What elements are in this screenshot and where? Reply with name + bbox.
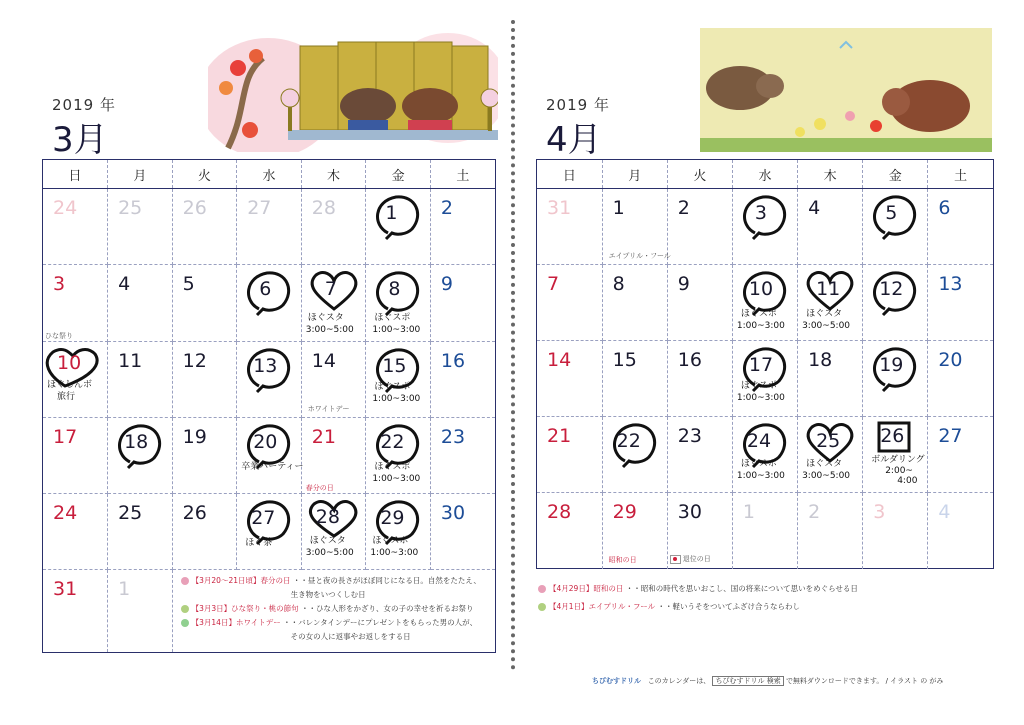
day-number: 16 bbox=[440, 349, 466, 372]
day-number: 1 bbox=[742, 501, 756, 523]
day-cell[interactable] bbox=[732, 265, 797, 341]
day-number: 3 bbox=[754, 202, 768, 224]
day-number: 27 bbox=[938, 425, 963, 447]
day-cell[interactable] bbox=[237, 493, 302, 569]
event-note: ほぐスタ bbox=[806, 459, 843, 469]
day-number: 3 bbox=[53, 273, 66, 296]
circle-mark bbox=[366, 189, 430, 245]
day-cell[interactable] bbox=[798, 341, 863, 417]
weekday-tue: 火 bbox=[667, 160, 732, 189]
event-time: 2:00~ bbox=[885, 466, 913, 476]
day-cell[interactable] bbox=[237, 417, 302, 493]
day-number: 16 bbox=[677, 349, 702, 371]
day-cell[interactable] bbox=[43, 417, 108, 493]
day-cell[interactable] bbox=[667, 417, 732, 493]
april-calendar-grid bbox=[536, 159, 994, 569]
day-cell[interactable] bbox=[108, 570, 173, 652]
holiday-label: ひな祭り bbox=[45, 331, 73, 340]
event-note: ほぐスポ bbox=[372, 535, 409, 546]
weekday-fri: 金 bbox=[863, 160, 928, 189]
event-note: ほぐスポ bbox=[740, 309, 777, 319]
weekday-wed: 水 bbox=[237, 160, 302, 189]
day-cell[interactable] bbox=[863, 189, 928, 265]
day-number: 17 bbox=[748, 354, 774, 376]
day-cell[interactable] bbox=[863, 341, 928, 417]
day-number: 28 bbox=[311, 197, 336, 220]
day-number: 13 bbox=[253, 354, 278, 377]
day-cell[interactable] bbox=[537, 417, 602, 493]
day-number: 22 bbox=[380, 430, 405, 453]
april-spring-illustration bbox=[700, 28, 992, 152]
event-time: 3:00~5:00 bbox=[305, 325, 354, 336]
day-number: 28 bbox=[547, 501, 572, 523]
day-cell[interactable] bbox=[366, 189, 431, 265]
day-cell[interactable] bbox=[108, 341, 173, 417]
weekday-tue: 火 bbox=[172, 160, 237, 189]
day-cell[interactable] bbox=[108, 417, 173, 493]
day-cell[interactable] bbox=[667, 265, 732, 341]
day-cell[interactable] bbox=[301, 265, 366, 341]
event-note: ほぐスポ bbox=[740, 381, 777, 391]
day-number: 24 bbox=[746, 430, 772, 452]
day-cell[interactable] bbox=[108, 493, 173, 569]
day-cell[interactable] bbox=[732, 341, 797, 417]
day-number: 17 bbox=[53, 425, 78, 448]
day-cell[interactable] bbox=[928, 417, 993, 493]
day-cell[interactable] bbox=[602, 341, 667, 417]
weekday-mon: 月 bbox=[108, 160, 173, 189]
day-number: 10 bbox=[57, 351, 82, 374]
brand-logo: ちびむすドリル bbox=[592, 677, 641, 685]
weekday-sun: 日 bbox=[43, 160, 108, 189]
day-number: 29 bbox=[612, 501, 637, 523]
event-note: ほぐしんボ bbox=[47, 379, 93, 390]
day-cell[interactable] bbox=[237, 341, 302, 417]
day-cell[interactable] bbox=[537, 341, 602, 417]
day-number: 28 bbox=[315, 505, 340, 528]
day-cell[interactable] bbox=[366, 265, 431, 341]
day-number: 8 bbox=[388, 278, 401, 301]
day-cell[interactable] bbox=[667, 493, 732, 569]
event-note: ほぐスポ bbox=[740, 459, 777, 469]
flower-icon bbox=[181, 605, 189, 613]
day-number: 7 bbox=[324, 278, 337, 301]
day-cell[interactable] bbox=[301, 341, 366, 417]
day-number: 30 bbox=[677, 501, 702, 523]
day-cell[interactable] bbox=[366, 341, 431, 417]
day-cell[interactable] bbox=[537, 265, 602, 341]
day-number: 3 bbox=[873, 501, 886, 523]
event-time: 3:00~5:00 bbox=[305, 547, 354, 558]
holiday-label: 退位の日 bbox=[682, 555, 711, 563]
march-notes-area bbox=[172, 570, 495, 652]
day-number: 26 bbox=[182, 501, 207, 524]
day-cell[interactable] bbox=[108, 265, 173, 341]
holiday-label: 春分の日 bbox=[305, 483, 334, 492]
event-note: ほぐスタ bbox=[806, 309, 843, 319]
event-time: 3:00~5:00 bbox=[802, 471, 851, 481]
day-cell[interactable] bbox=[863, 417, 928, 493]
day-number: 4 bbox=[808, 197, 821, 219]
event-note: ほぐスタ bbox=[307, 313, 344, 324]
april-page bbox=[512, 0, 1024, 725]
day-number: 12 bbox=[182, 349, 207, 372]
day-number: 27 bbox=[251, 506, 276, 529]
event-time: 4:00 bbox=[897, 476, 918, 486]
april-year: 2019 年 bbox=[546, 96, 610, 114]
day-number: 1 bbox=[612, 197, 625, 219]
day-cell[interactable] bbox=[430, 493, 495, 569]
day-number: 4 bbox=[118, 273, 131, 296]
event-note: ほぐ茶 bbox=[245, 537, 273, 548]
day-number: 26 bbox=[880, 425, 905, 447]
day-number: 23 bbox=[677, 425, 702, 447]
day-cell[interactable] bbox=[43, 493, 108, 569]
day-cell[interactable] bbox=[928, 189, 993, 265]
day-cell[interactable] bbox=[798, 493, 863, 569]
day-cell[interactable] bbox=[928, 493, 993, 569]
weekday-sat: 土 bbox=[430, 160, 495, 189]
day-cell[interactable] bbox=[172, 417, 237, 493]
event-note: ボルダリング bbox=[871, 455, 925, 465]
day-number: 9 bbox=[677, 273, 690, 295]
day-cell[interactable] bbox=[172, 189, 237, 265]
day-number: 8 bbox=[612, 273, 625, 295]
weekday-mon: 月 bbox=[602, 160, 667, 189]
day-number: 25 bbox=[816, 430, 841, 452]
weekday-thu: 木 bbox=[798, 160, 863, 189]
event-note: 卒業パーティー bbox=[241, 461, 304, 472]
day-number: 30 bbox=[440, 501, 466, 524]
day-cell[interactable] bbox=[928, 341, 993, 417]
day-cell[interactable] bbox=[43, 331, 108, 417]
day-number: 7 bbox=[547, 273, 560, 295]
weekday-sun: 日 bbox=[537, 160, 602, 189]
event-time: 1:00~3:00 bbox=[372, 325, 421, 336]
day-number: 9 bbox=[440, 273, 453, 296]
day-cell[interactable] bbox=[537, 189, 602, 265]
day-number: 25 bbox=[118, 197, 143, 220]
day-cell[interactable] bbox=[172, 265, 237, 341]
march-notes: 【3月20～21日頃】春分の日 ・・昼と夜の長さがほぼ同じになる日。自然をたたえ、 生き物をいつくしむ日 【3月3日】ひな祭り・桃の節句 ・・ひな人形をかざり、女の子の幸せを祈るお祭り 【3月14日】ホワイトデー ・・バレンタインデーにプレゼントをもらった男の人が、 その女の人に返事やお返しをする日 bbox=[181, 574, 481, 644]
event-time: 1:00~3:00 bbox=[370, 547, 419, 558]
day-cell[interactable] bbox=[237, 265, 302, 341]
event-note: ほぐスポ bbox=[374, 461, 411, 472]
event-time: 3:00~5:00 bbox=[802, 321, 851, 331]
day-number: 10 bbox=[748, 278, 774, 300]
event-time: 1:00~3:00 bbox=[372, 473, 421, 484]
day-cell[interactable] bbox=[732, 493, 797, 569]
day-number: 14 bbox=[547, 349, 572, 371]
day-number: 24 bbox=[53, 501, 78, 524]
flower-icon bbox=[181, 619, 189, 627]
day-cell[interactable] bbox=[430, 265, 495, 341]
day-number: 1 bbox=[385, 202, 398, 225]
event-note: ほぐスポ bbox=[374, 381, 411, 392]
day-number: 1 bbox=[118, 578, 131, 601]
march-month-title: 3月 bbox=[52, 120, 108, 160]
event-time: 1:00~3:00 bbox=[372, 393, 421, 404]
day-number: 5 bbox=[182, 273, 195, 296]
day-cell[interactable] bbox=[43, 189, 108, 265]
day-number: 11 bbox=[118, 349, 143, 372]
event-time: 1:00~3:00 bbox=[736, 321, 785, 331]
event-time: 1:00~3:00 bbox=[736, 393, 785, 403]
footer: ちびむすドリル このカレンダーは、 ちびむすドリル 検索 で無料ダウンロードできます。 / イラスト の がみ bbox=[592, 677, 944, 685]
day-number: 24 bbox=[53, 197, 78, 220]
event-note: ほぐスタ bbox=[309, 535, 346, 546]
flower-icon bbox=[538, 585, 546, 593]
day-number: 15 bbox=[382, 354, 407, 377]
day-cell[interactable] bbox=[430, 417, 495, 493]
day-number: 31 bbox=[547, 197, 572, 219]
weekday-sat: 土 bbox=[928, 160, 993, 189]
day-number: 11 bbox=[816, 278, 841, 300]
day-number: 19 bbox=[182, 425, 207, 448]
search-box[interactable]: ちびむすドリル 検索 bbox=[712, 676, 783, 686]
day-cell[interactable] bbox=[798, 265, 863, 341]
day-cell[interactable] bbox=[798, 417, 863, 493]
day-number: 14 bbox=[311, 349, 336, 372]
day-number: 20 bbox=[938, 349, 963, 371]
day-number: 31 bbox=[53, 578, 78, 601]
day-cell[interactable] bbox=[430, 341, 495, 417]
day-cell[interactable] bbox=[602, 189, 671, 265]
march-calendar-grid bbox=[42, 159, 496, 653]
day-cell[interactable] bbox=[43, 570, 108, 652]
day-number: 26 bbox=[182, 197, 207, 220]
day-cell[interactable] bbox=[237, 189, 302, 265]
event-time: 1:00~3:00 bbox=[736, 471, 785, 481]
day-cell[interactable] bbox=[732, 189, 797, 265]
day-number: 2 bbox=[808, 501, 821, 523]
march-hinamatsuri-illustration bbox=[208, 28, 498, 152]
day-cell[interactable] bbox=[863, 265, 928, 341]
day-number: 5 bbox=[885, 202, 898, 224]
day-number: 21 bbox=[547, 425, 572, 447]
day-cell[interactable] bbox=[172, 493, 237, 569]
day-cell[interactable] bbox=[108, 189, 173, 265]
day-cell[interactable] bbox=[301, 189, 366, 265]
day-number: 2 bbox=[677, 197, 690, 219]
weekday-thu: 木 bbox=[301, 160, 366, 189]
weekday-fri: 金 bbox=[366, 160, 431, 189]
day-cell[interactable] bbox=[602, 265, 667, 341]
holiday-label: ホワイトデー bbox=[307, 404, 350, 413]
april-month-title: 4月 bbox=[546, 120, 602, 160]
holiday-label: 昭和の日 bbox=[608, 556, 637, 564]
day-cell[interactable] bbox=[301, 483, 366, 569]
day-cell[interactable] bbox=[732, 417, 797, 493]
day-number: 18 bbox=[124, 430, 149, 453]
day-number: 27 bbox=[247, 197, 272, 220]
day-cell[interactable] bbox=[602, 493, 667, 569]
day-number: 18 bbox=[808, 349, 833, 371]
day-number: 4 bbox=[938, 501, 951, 523]
day-cell[interactable] bbox=[366, 417, 431, 493]
day-cell[interactable] bbox=[430, 189, 495, 265]
day-number: 6 bbox=[938, 197, 951, 219]
weekday-wed: 水 bbox=[732, 160, 797, 189]
day-number: 25 bbox=[118, 501, 143, 524]
april-notes: 【4月29日】昭和の日 ・・昭和の時代を思いおこし、国の将来について思いをめぐらせる日 【4月1日】エイプリル・フール ・・軽いうそをついてふざけ合うならわし bbox=[538, 582, 858, 614]
day-number: 12 bbox=[879, 278, 904, 300]
march-year: 2019 年 bbox=[52, 96, 116, 114]
day-number: 6 bbox=[259, 278, 272, 301]
day-cell[interactable] bbox=[798, 189, 863, 265]
day-cell[interactable] bbox=[667, 341, 732, 417]
day-cell[interactable] bbox=[537, 493, 602, 569]
day-number: 29 bbox=[380, 506, 405, 529]
flower-icon bbox=[181, 577, 189, 585]
day-cell[interactable] bbox=[366, 493, 431, 569]
flower-icon bbox=[538, 603, 546, 611]
event-note: 旅行 bbox=[57, 391, 76, 402]
japan-flag-icon bbox=[670, 555, 681, 564]
day-cell[interactable] bbox=[172, 341, 237, 417]
event-note: ほぐスポ bbox=[374, 313, 411, 324]
day-number: 21 bbox=[311, 425, 336, 448]
day-number: 2 bbox=[440, 197, 453, 220]
day-number: 22 bbox=[616, 430, 641, 452]
holiday-label: エイプリル・フール bbox=[608, 252, 671, 260]
day-number: 19 bbox=[879, 354, 904, 376]
day-number: 20 bbox=[253, 430, 278, 453]
day-number: 23 bbox=[440, 425, 466, 448]
day-cell[interactable] bbox=[928, 265, 993, 341]
day-number: 15 bbox=[612, 349, 637, 371]
day-cell[interactable] bbox=[863, 493, 928, 569]
day-cell[interactable] bbox=[602, 417, 667, 493]
day-cell[interactable] bbox=[667, 189, 732, 265]
day-number: 13 bbox=[938, 273, 963, 295]
